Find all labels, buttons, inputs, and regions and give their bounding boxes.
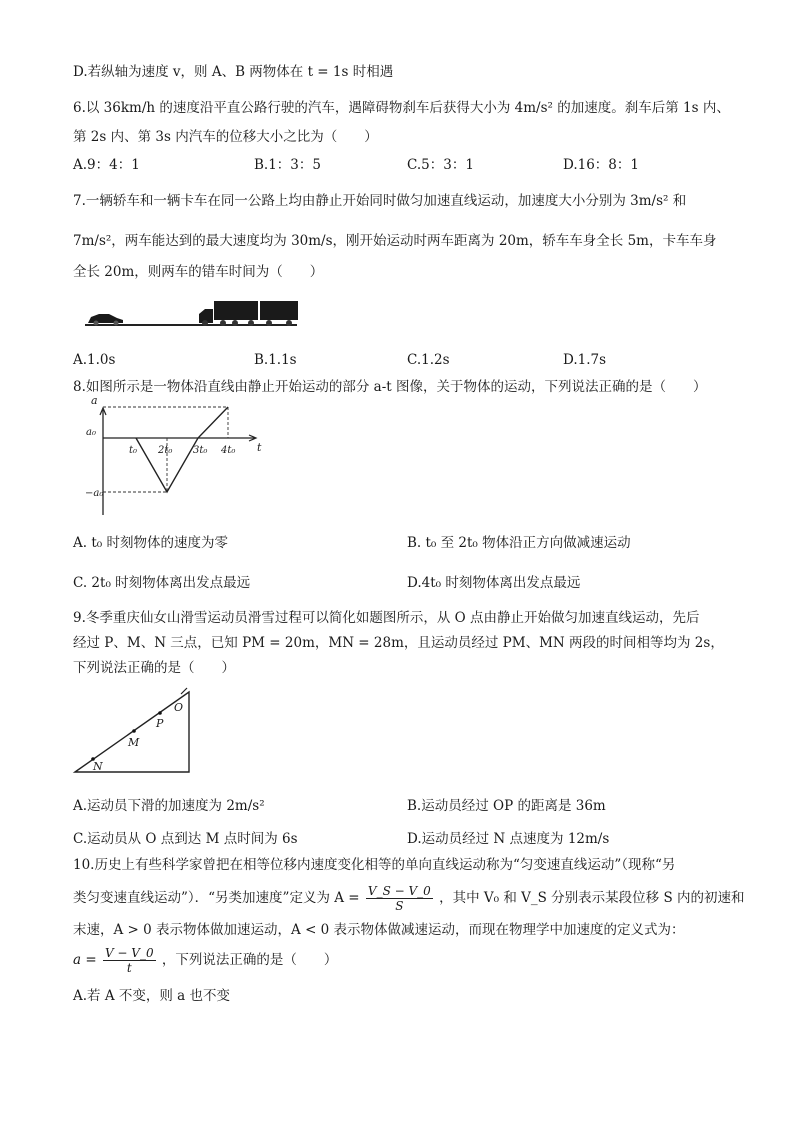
q6-option-b: B.1：3：5 <box>254 157 321 173</box>
point-n-label: N <box>93 760 103 773</box>
acceleration-fraction <box>103 946 156 975</box>
q7-stem-line2: 7m/s²，两车能达到的最大速度均为 30m/s，刚开始运动时两车距离为 20m，轿车车身全长 5m，卡车车身 <box>73 233 717 249</box>
q9-option-d: D.运动员经过 N 点速度为 12m/s <box>407 831 610 847</box>
q10-stem-line4-suffix: ，下列说法正确的是（ ） <box>161 952 338 968</box>
fraction2-denominator: t <box>126 961 132 975</box>
q10-stem-line1: 10.历史上有些科学家曾把在相等位移内速度变化相等的单向直线运动称为“匀变速直线运动”（现称“另 <box>73 857 676 873</box>
q7-option-a: A.1.0s <box>73 352 116 368</box>
slope-diagram <box>73 686 203 776</box>
tick-t0: t₀ <box>129 445 138 456</box>
q6-option-a: A.9：4：1 <box>73 157 140 173</box>
q7-option-d: D.1.7s <box>563 352 607 368</box>
car-truck-illustration <box>85 296 315 336</box>
q6-stem-line2: 第 2s 内、第 3s 内汽车的位移大小之比为（ ） <box>73 129 378 145</box>
q9-option-b: B.运动员经过 OP 的距离是 36m <box>407 798 606 814</box>
q9-stem-line2: 经过 P、M、N 三点，已知 PM = 20m，MN = 28m，且运动员经过 PM、MN 两段的时间相等均为 2s， <box>73 635 724 651</box>
q8-option-d: D.4t₀ 时刻物体离出发点最远 <box>407 575 581 591</box>
y-top-label: a₀ <box>86 427 96 438</box>
fraction1-denominator: S <box>395 899 404 913</box>
q6-option-c: C.5：3：1 <box>407 157 474 173</box>
q8-stem: 8.如图所示是一物体沿直线由静止开始运动的部分 a-t 图像，关于物体的运动，下列说法正确的是（ ） <box>73 379 707 395</box>
q7-stem-line3: 全长 20m，则两车的错车时间为（ ） <box>73 264 324 280</box>
q9-stem-line1: 9.冬季重庆仙女山滑雪运动员滑雪过程可以简化如题图所示，从 O 点由静止开始做匀加速直线运动，先后 <box>73 610 700 626</box>
another-acceleration-fraction <box>366 884 433 913</box>
point-o-label: O <box>174 701 184 714</box>
y-bottom-label: −a₀ <box>85 488 104 499</box>
point-m-label: M <box>128 736 140 749</box>
fraction1-numerator: V_S − V_0 <box>367 884 431 898</box>
q8-option-c: C. 2t₀ 时刻物体离出发点最远 <box>73 575 251 591</box>
q6-stem-line1: 6.以 36km/h 的速度沿平直公路行驶的汽车，遇障碍物刹车后获得大小为 4m/s² 的加速度。刹车后第 1s 内、 <box>73 100 730 116</box>
tick-2t0: 2t₀ <box>158 445 173 456</box>
q5-option-d: D.若纵轴为速度 v，则 A、B 两物体在 t = 1s 时相遇 <box>73 64 394 80</box>
y-axis-label: a <box>91 394 98 407</box>
q9-option-a: A.运动员下滑的加速度为 2m/s² <box>73 798 265 814</box>
q8-option-b: B. t₀ 至 2t₀ 物体沿正方向做减速运动 <box>407 535 631 551</box>
q6-option-d: D.16：8：1 <box>563 157 639 173</box>
q10-option-a: A.若 A 不变，则 a 也不变 <box>73 988 231 1004</box>
q10-stem-line4 <box>73 942 337 978</box>
point-p-label: P <box>156 717 164 730</box>
q10-stem-line2-prefix: 类匀变速直线运动”）．“另类加速度”定义为 A = <box>73 890 360 906</box>
q10-stem-line2 <box>73 880 744 916</box>
q10-stem-line3: 末速，A > 0 表示物体做加速运动，A < 0 表示物体做减速运动，而现在物理学中加速度的定义式为： <box>73 922 685 938</box>
q9-stem-line3: 下列说法正确的是（ ） <box>73 660 235 676</box>
q7-stem-line1: 7.一辆轿车和一辆卡车在同一公路上均由静止开始同时做匀加速直线运动，加速度大小分别为 3m/s² 和 <box>73 193 687 209</box>
tick-4t0: 4t₀ <box>221 445 236 456</box>
q8-option-a: A. t₀ 时刻物体的速度为零 <box>73 535 228 551</box>
q10-stem-line4-prefix: a = <box>73 952 97 968</box>
q10-stem-line2-suffix: ，其中 V₀ 和 V_S 分别表示某段位移 S 内的初速和 <box>439 890 745 906</box>
q9-option-c: C.运动员从 O 点到达 M 点时间为 6s <box>73 831 298 847</box>
a-t-graph <box>85 394 285 525</box>
tick-3t0: 3t₀ <box>193 445 208 456</box>
q7-option-c: C.1.2s <box>407 352 450 368</box>
q7-option-b: B.1.1s <box>254 352 297 368</box>
x-axis-label: t <box>257 441 262 454</box>
fraction2-numerator: V − V_0 <box>104 946 154 960</box>
